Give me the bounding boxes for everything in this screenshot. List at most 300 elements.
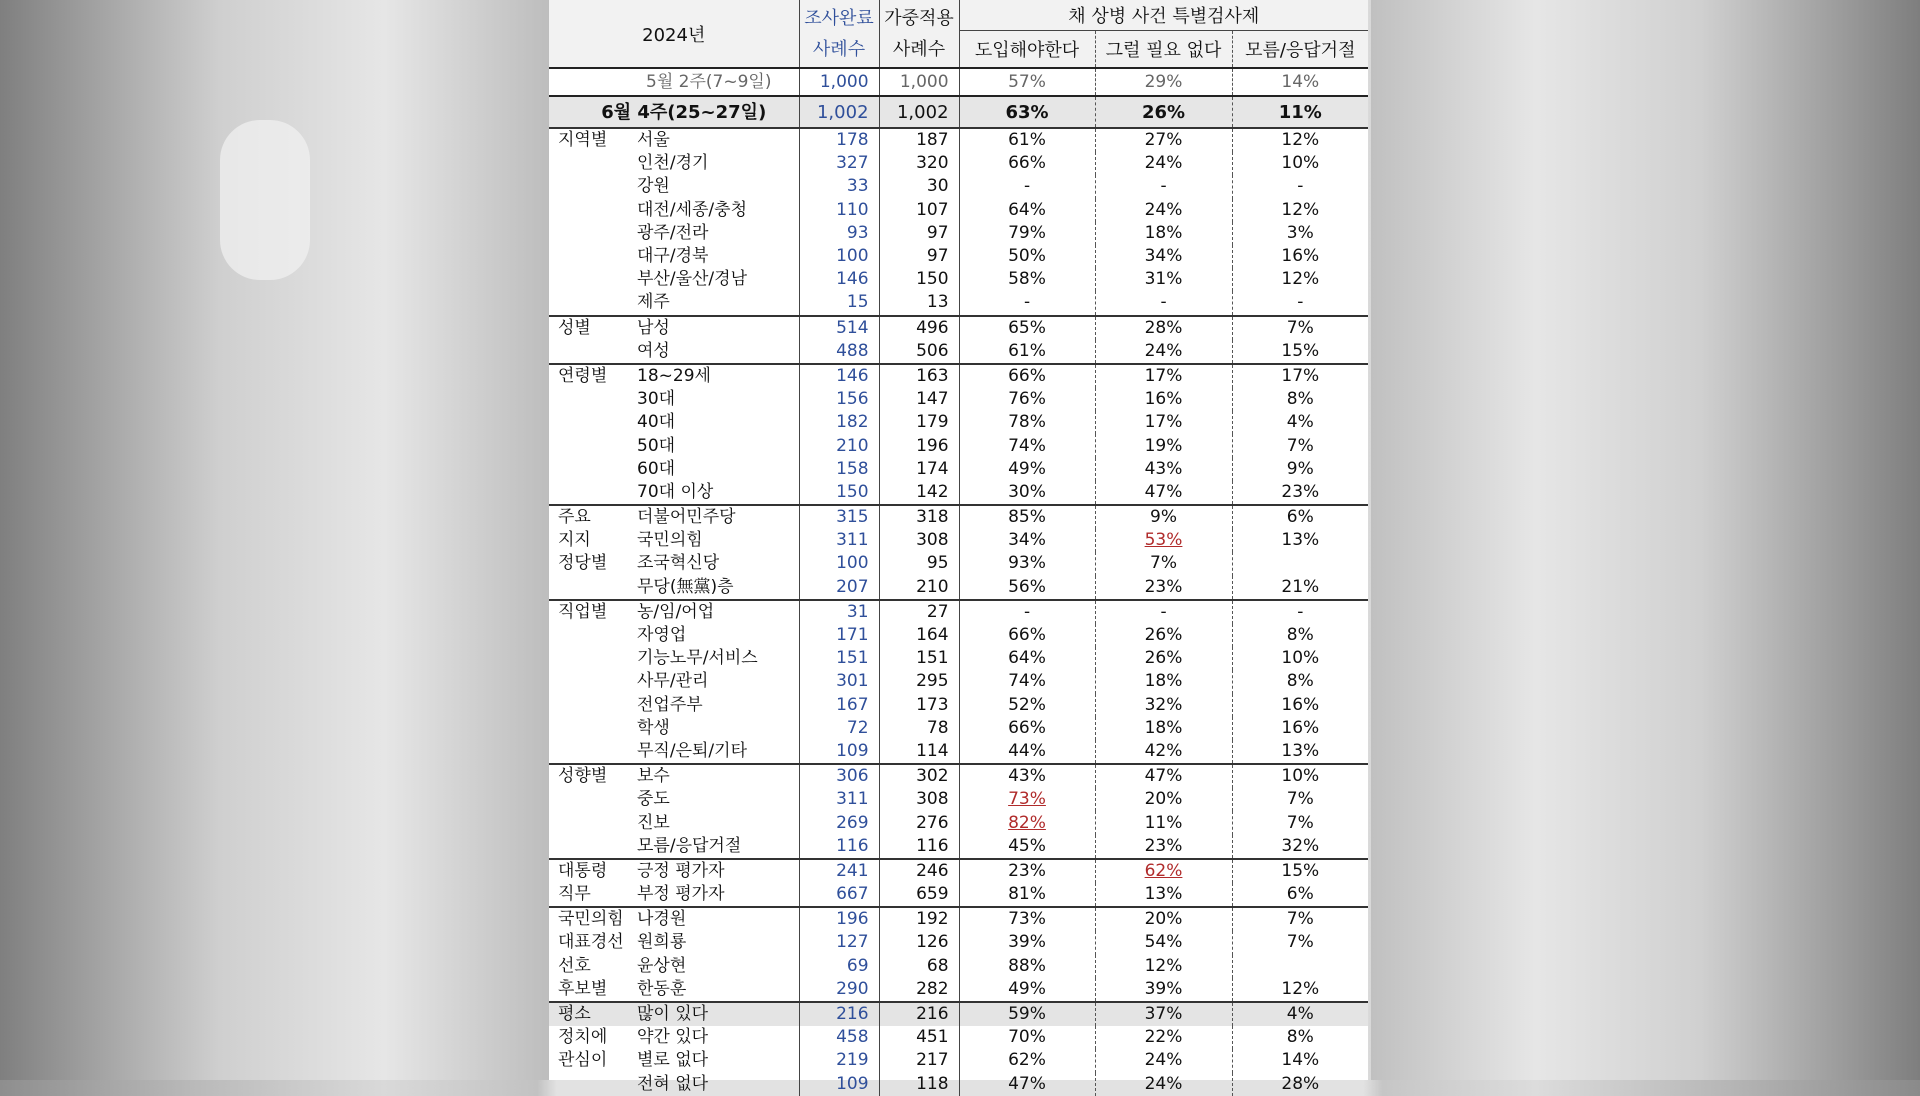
group-label — [549, 835, 637, 859]
option-a-cell: 49% — [959, 978, 1095, 1002]
previous-weighted-count: 1,000 — [879, 68, 959, 96]
sample-count-cell: 458 — [799, 1026, 879, 1049]
option-b-cell: 28% — [1095, 316, 1232, 340]
weighted-count-cell: 13 — [879, 291, 959, 315]
option-b-cell: 9% — [1095, 505, 1232, 529]
option-b-cell: 47% — [1095, 481, 1232, 505]
option-a-cell: 64% — [959, 199, 1095, 222]
subgroup-label: 중도 — [637, 789, 670, 810]
group-label: 대표경선 — [558, 932, 624, 953]
weighted-count-cell: 150 — [879, 268, 959, 291]
option-c-cell: 7% — [1232, 434, 1368, 457]
sample-count-cell: 241 — [799, 859, 879, 883]
weighted-count-cell: 78 — [879, 717, 959, 740]
option-a-cell: 93% — [959, 552, 1095, 575]
option-a-cell: - — [959, 175, 1095, 198]
subgroup-label: 부정 평가자 — [637, 884, 725, 905]
group-label: 성별 — [549, 316, 637, 340]
table-row — [549, 600, 1368, 624]
group-label: 정당별 — [558, 553, 608, 574]
option-a-cell: 66% — [959, 152, 1095, 175]
weighted-count-cell: 320 — [879, 152, 959, 175]
sample-count-cell: 150 — [799, 481, 879, 505]
option-a-cell: 76% — [959, 388, 1095, 411]
option-c-cell: 7% — [1232, 788, 1368, 811]
option-c-cell: 6% — [1232, 505, 1368, 529]
option-a-cell — [959, 788, 1095, 811]
sample-count-cell: 514 — [799, 316, 879, 340]
group-label — [549, 175, 637, 198]
option-b-cell: 19% — [1095, 434, 1232, 457]
option-a-cell: 23% — [959, 859, 1095, 883]
group-label: 평소 — [549, 1002, 637, 1026]
sample-count-cell: 146 — [799, 364, 879, 388]
weighted-count-cell: 97 — [879, 245, 959, 268]
option-b-cell: - — [1095, 175, 1232, 198]
weighted-count-cell: 302 — [879, 764, 959, 788]
option-b-cell: 24% — [1095, 152, 1232, 175]
weighted-count-cell: 451 — [879, 1026, 959, 1049]
subgroup-label: 한동훈 — [637, 978, 687, 999]
previous-survey-label: 5월 2주(7~9일) — [549, 68, 799, 96]
weighted-count-cell: 97 — [879, 222, 959, 245]
subgroup-label: 모름/응답거절 — [637, 835, 742, 856]
option-b-cell: 24% — [1095, 1073, 1232, 1096]
sample-count-cell: 156 — [799, 388, 879, 411]
option-c-cell: 9% — [1232, 458, 1368, 481]
option-a-cell: 52% — [959, 694, 1095, 717]
weighted-count-cell: 147 — [879, 388, 959, 411]
subgroup-label: 40대 — [637, 412, 676, 433]
option-a-cell: 44% — [959, 740, 1095, 764]
subgroup-label: 학생 — [637, 717, 670, 738]
option-a-cell: 61% — [959, 128, 1095, 152]
previous-sample-count: 1,000 — [799, 68, 879, 96]
table-row — [549, 152, 1368, 175]
weighted-count-cell: 506 — [879, 340, 959, 364]
subgroup-label: 농/임/어업 — [637, 600, 799, 624]
group-label — [549, 811, 637, 834]
table-row — [549, 883, 1368, 907]
weighted-count-cell: 107 — [879, 199, 959, 222]
weighted-count-cell: 27 — [879, 600, 959, 624]
option-b-cell: 24% — [1095, 1049, 1232, 1072]
option-c-cell: 6% — [1232, 883, 1368, 907]
total-sample-count: 1,002 — [799, 96, 879, 128]
weighted-count-cell: 246 — [879, 859, 959, 883]
table-row — [549, 411, 1368, 434]
table-row — [549, 268, 1368, 291]
option-b-cell: 24% — [1095, 199, 1232, 222]
option-a-cell: 45% — [959, 835, 1095, 859]
group-label — [549, 717, 637, 740]
table-row — [549, 291, 1368, 315]
table-row — [549, 576, 1368, 600]
sample-count-cell: 290 — [799, 978, 879, 1002]
option-b-cell: - — [1095, 600, 1232, 624]
group-label — [549, 340, 637, 364]
table-row — [549, 764, 1368, 788]
group-label — [549, 576, 637, 600]
sample-count-cell: 219 — [799, 1049, 879, 1072]
option-a-header: 도입해야한다 — [959, 31, 1095, 69]
table-row — [549, 388, 1368, 411]
blurred-background-right — [1371, 0, 1920, 1080]
option-b-cell: 26% — [1095, 624, 1232, 647]
subgroup-label: 무직/은퇴/기타 — [637, 740, 747, 761]
group-label: 직업별 — [549, 600, 637, 624]
subgroup-label: 강원 — [637, 176, 670, 197]
sample-count-cell: 146 — [799, 268, 879, 291]
sample-count-cell: 100 — [799, 552, 879, 575]
option-c-cell: 4% — [1232, 411, 1368, 434]
sample-count-cell: 116 — [799, 835, 879, 859]
sample-count-cell: 311 — [799, 529, 879, 552]
sample-count-cell: 311 — [799, 788, 879, 811]
option-b-cell: 34% — [1095, 245, 1232, 268]
option-c-cell: 17% — [1232, 364, 1368, 388]
weighted-count-label-1: 가중적용 — [884, 7, 954, 29]
sample-count-cell: 315 — [799, 505, 879, 529]
sample-count-cell: 15 — [799, 291, 879, 315]
option-b-cell: 18% — [1095, 222, 1232, 245]
option-b-cell: 39% — [1095, 978, 1232, 1002]
sample-count-cell: 196 — [799, 907, 879, 931]
option-b-cell: 42% — [1095, 740, 1232, 764]
sample-count-label-2: 사례수 — [812, 38, 866, 60]
weighted-count-cell: 114 — [879, 740, 959, 764]
option-c-cell: 8% — [1232, 388, 1368, 411]
table-row — [549, 907, 1368, 931]
weighted-count-cell: 95 — [879, 552, 959, 575]
option-b-cell: 23% — [1095, 576, 1232, 600]
table-row — [549, 175, 1368, 198]
table-row — [549, 717, 1368, 740]
weighted-count-cell: 295 — [879, 670, 959, 693]
subgroup-label: 남성 — [637, 316, 799, 340]
option-a-cell: 47% — [959, 1073, 1095, 1096]
sample-count-cell: 171 — [799, 624, 879, 647]
weighted-count-cell: 308 — [879, 788, 959, 811]
table-row — [549, 694, 1368, 717]
background-blob — [220, 120, 310, 280]
sample-count-cell: 31 — [799, 600, 879, 624]
subgroup-label: 여성 — [637, 340, 670, 361]
sample-count-cell: 182 — [799, 411, 879, 434]
sample-count-cell: 100 — [799, 245, 879, 268]
subgroup-label: 나경원 — [637, 907, 799, 931]
option-a-cell: - — [959, 600, 1095, 624]
weighted-count-cell: 308 — [879, 529, 959, 552]
option-a-cell: 59% — [959, 1002, 1095, 1026]
group-label: 직무 — [558, 884, 591, 905]
weighted-count-cell: 68 — [879, 955, 959, 978]
option-c-cell: - — [1232, 600, 1368, 624]
subgroup-label: 더불어민주당 — [637, 505, 799, 529]
option-c-cell: 23% — [1232, 481, 1368, 505]
table-row — [549, 811, 1368, 834]
option-c-cell: 10% — [1232, 764, 1368, 788]
subgroup-label: 사무/관리 — [637, 671, 709, 692]
option-c-cell: 8% — [1232, 624, 1368, 647]
option-a-cell: 30% — [959, 481, 1095, 505]
group-label: 정치에 — [558, 1027, 608, 1048]
total-option-c: 11% — [1232, 96, 1368, 128]
option-c-cell: 32% — [1232, 835, 1368, 859]
sample-count-cell: 151 — [799, 647, 879, 670]
sample-count-cell: 210 — [799, 434, 879, 457]
subgroup-label: 조국혁신당 — [637, 553, 720, 574]
subgroup-label: 기능노무/서비스 — [637, 648, 758, 669]
option-b-cell: 47% — [1095, 764, 1232, 788]
subgroup-label: 진보 — [637, 812, 670, 833]
group-label — [549, 694, 637, 717]
table-row — [549, 505, 1368, 529]
subgroup-label: 광주/전라 — [637, 222, 709, 243]
option-c-cell: 28% — [1232, 1073, 1368, 1096]
group-label — [549, 670, 637, 693]
option-b-cell: 54% — [1095, 931, 1232, 954]
sample-count-cell: 109 — [799, 1073, 879, 1096]
table-row — [549, 364, 1368, 388]
group-label — [549, 1073, 637, 1096]
sample-count-cell: 109 — [799, 740, 879, 764]
option-b-cell: 24% — [1095, 340, 1232, 364]
option-b-cell: 17% — [1095, 364, 1232, 388]
option-b-cell: 13% — [1095, 883, 1232, 907]
table-row — [549, 647, 1368, 670]
group-label — [549, 434, 637, 457]
subgroup-label: 자영업 — [637, 625, 687, 646]
table-row — [549, 740, 1368, 764]
sample-count-cell: 301 — [799, 670, 879, 693]
option-a-cell: 70% — [959, 1026, 1095, 1049]
option-b-cell — [1095, 859, 1232, 883]
previous-survey-row — [549, 68, 1368, 96]
weighted-count-cell: 496 — [879, 316, 959, 340]
sample-count-cell: 306 — [799, 764, 879, 788]
option-a-cell: 58% — [959, 268, 1095, 291]
option-a-cell: 49% — [959, 458, 1095, 481]
option-b-cell: 32% — [1095, 694, 1232, 717]
sample-count-header — [799, 0, 879, 68]
subgroup-label: 보수 — [637, 764, 799, 788]
sample-count-cell: 216 — [799, 1002, 879, 1026]
weighted-count-cell: 282 — [879, 978, 959, 1002]
group-label: 선호 — [558, 955, 591, 976]
option-c-cell: 7% — [1232, 316, 1368, 340]
weighted-count-cell: 216 — [879, 1002, 959, 1026]
option-c-cell: - — [1232, 175, 1368, 198]
subgroup-label: 대구/경북 — [637, 246, 709, 267]
option-c-cell: 15% — [1232, 859, 1368, 883]
sample-count-cell: 488 — [799, 340, 879, 364]
group-label — [549, 624, 637, 647]
option-a-cell: 39% — [959, 931, 1095, 954]
table-body — [549, 68, 1368, 1096]
table-row — [549, 978, 1368, 1002]
weighted-count-cell: 164 — [879, 624, 959, 647]
group-label: 연령별 — [549, 364, 637, 388]
option-a-cell: 65% — [959, 316, 1095, 340]
group-label — [549, 788, 637, 811]
option-c-cell: 15% — [1232, 340, 1368, 364]
option-a-cell: 50% — [959, 245, 1095, 268]
subgroup-label: 무당(無黨)층 — [637, 576, 734, 597]
table-row — [549, 670, 1368, 693]
weighted-count-label-2: 사례수 — [892, 38, 946, 60]
subgroup-label: 70대 이상 — [637, 481, 714, 502]
sample-count-cell: 127 — [799, 931, 879, 954]
option-a-cell: 79% — [959, 222, 1095, 245]
group-label — [549, 411, 637, 434]
group-label — [549, 481, 637, 505]
subgroup-label: 부산/울산/경남 — [637, 269, 747, 290]
subgroup-label: 대전/세종/충청 — [637, 199, 747, 220]
option-b-cell: 16% — [1095, 388, 1232, 411]
option-b-cell: 22% — [1095, 1026, 1232, 1049]
table-row — [549, 529, 1368, 552]
option-c-cell: 10% — [1232, 647, 1368, 670]
subgroup-label: 30대 — [637, 389, 676, 410]
weighted-count-cell: 116 — [879, 835, 959, 859]
subgroup-label: 약간 있다 — [637, 1027, 709, 1048]
group-label — [549, 388, 637, 411]
total-row — [549, 96, 1368, 128]
table-row — [549, 481, 1368, 505]
option-b-cell: 43% — [1095, 458, 1232, 481]
option-a-cell: 81% — [959, 883, 1095, 907]
subgroup-label: 국민의힘 — [637, 530, 703, 551]
group-label: 관심이 — [558, 1050, 608, 1071]
sample-count-cell: 207 — [799, 576, 879, 600]
option-a-cell: 61% — [959, 340, 1095, 364]
table-row — [549, 624, 1368, 647]
option-b-cell — [1095, 529, 1232, 552]
table-row — [549, 1049, 1368, 1072]
subgroup-label: 원희룡 — [637, 932, 687, 953]
subgroup-label: 인천/경기 — [637, 153, 709, 174]
option-a-cell: 56% — [959, 576, 1095, 600]
option-c-cell: 14% — [1232, 1049, 1368, 1072]
weighted-count-cell: 276 — [879, 811, 959, 834]
sample-count-cell: 33 — [799, 175, 879, 198]
option-a-cell: 62% — [959, 1049, 1095, 1072]
weighted-count-cell: 196 — [879, 434, 959, 457]
weighted-count-cell: 142 — [879, 481, 959, 505]
year-header: 2024년 — [549, 0, 799, 68]
option-b-cell: 23% — [1095, 835, 1232, 859]
table-row — [549, 245, 1368, 268]
option-c-header: 모름/응답거절 — [1232, 31, 1368, 69]
option-b-cell: 7% — [1095, 552, 1232, 575]
sample-count-cell: 667 — [799, 883, 879, 907]
option-a-cell: 66% — [959, 717, 1095, 740]
option-a-cell: 78% — [959, 411, 1095, 434]
weighted-count-cell: 174 — [879, 458, 959, 481]
total-weighted-count: 1,002 — [879, 96, 959, 128]
weighted-count-cell: 151 — [879, 647, 959, 670]
subgroup-label: 60대 — [637, 458, 676, 479]
sample-count-cell: 167 — [799, 694, 879, 717]
sample-count-cell: 93 — [799, 222, 879, 245]
group-label — [549, 291, 637, 315]
option-c-cell: 8% — [1232, 1026, 1368, 1049]
group-label — [549, 199, 637, 222]
option-b-cell: 18% — [1095, 717, 1232, 740]
table-row — [549, 1073, 1368, 1096]
total-option-a: 63% — [959, 96, 1095, 128]
option-b-cell: 26% — [1095, 647, 1232, 670]
highlighted-value: 62% — [1144, 860, 1183, 881]
option-c-cell: 10% — [1232, 152, 1368, 175]
group-label: 지역별 — [549, 128, 637, 152]
weighted-count-cell: 30 — [879, 175, 959, 198]
option-c-cell: 13% — [1232, 529, 1368, 552]
weighted-count-header — [879, 0, 959, 68]
sample-count-cell: 158 — [799, 458, 879, 481]
table-row — [549, 199, 1368, 222]
previous-option-b: 29% — [1095, 68, 1232, 96]
option-b-cell: 37% — [1095, 1002, 1232, 1026]
group-label — [549, 152, 637, 175]
option-a-cell: 66% — [959, 364, 1095, 388]
group-label — [549, 222, 637, 245]
subgroup-label: 제주 — [637, 292, 670, 313]
option-b-cell: - — [1095, 291, 1232, 315]
highlighted-value: 53% — [1144, 530, 1183, 551]
table-row — [549, 955, 1368, 978]
option-c-cell: 7% — [1232, 811, 1368, 834]
blurred-background-left — [0, 0, 549, 1080]
option-b-header: 그럴 필요 없다 — [1095, 31, 1232, 69]
sample-count-cell: 69 — [799, 955, 879, 978]
table-row — [549, 458, 1368, 481]
table-row — [549, 1002, 1368, 1026]
subgroup-label: 18~29세 — [637, 364, 799, 388]
table-row — [549, 222, 1368, 245]
option-b-cell: 18% — [1095, 670, 1232, 693]
option-a-cell: 73% — [959, 907, 1095, 931]
weighted-count-cell: 659 — [879, 883, 959, 907]
option-b-cell: 20% — [1095, 788, 1232, 811]
option-c-cell: 16% — [1232, 245, 1368, 268]
option-c-cell: 16% — [1232, 694, 1368, 717]
group-label — [549, 245, 637, 268]
option-a-cell: 88% — [959, 955, 1095, 978]
table-row — [549, 931, 1368, 954]
option-c-cell: 7% — [1232, 907, 1368, 931]
weighted-count-cell: 210 — [879, 576, 959, 600]
sample-count-cell: 178 — [799, 128, 879, 152]
sample-count-cell: 327 — [799, 152, 879, 175]
table-row — [549, 340, 1368, 364]
option-c-cell: 13% — [1232, 740, 1368, 764]
option-a-cell: 34% — [959, 529, 1095, 552]
subgroup-label: 긍정 평가자 — [637, 859, 799, 883]
weighted-count-cell: 126 — [879, 931, 959, 954]
option-a-cell: 64% — [959, 647, 1095, 670]
table-row — [549, 434, 1368, 457]
weighted-count-cell: 217 — [879, 1049, 959, 1072]
sample-count-cell: 269 — [799, 811, 879, 834]
option-c-cell: 12% — [1232, 199, 1368, 222]
subgroup-label: 50대 — [637, 435, 676, 456]
group-label: 대통령 — [549, 859, 637, 883]
option-c-cell: - — [1232, 291, 1368, 315]
total-option-b: 26% — [1095, 96, 1232, 128]
option-c-cell: 12% — [1232, 128, 1368, 152]
